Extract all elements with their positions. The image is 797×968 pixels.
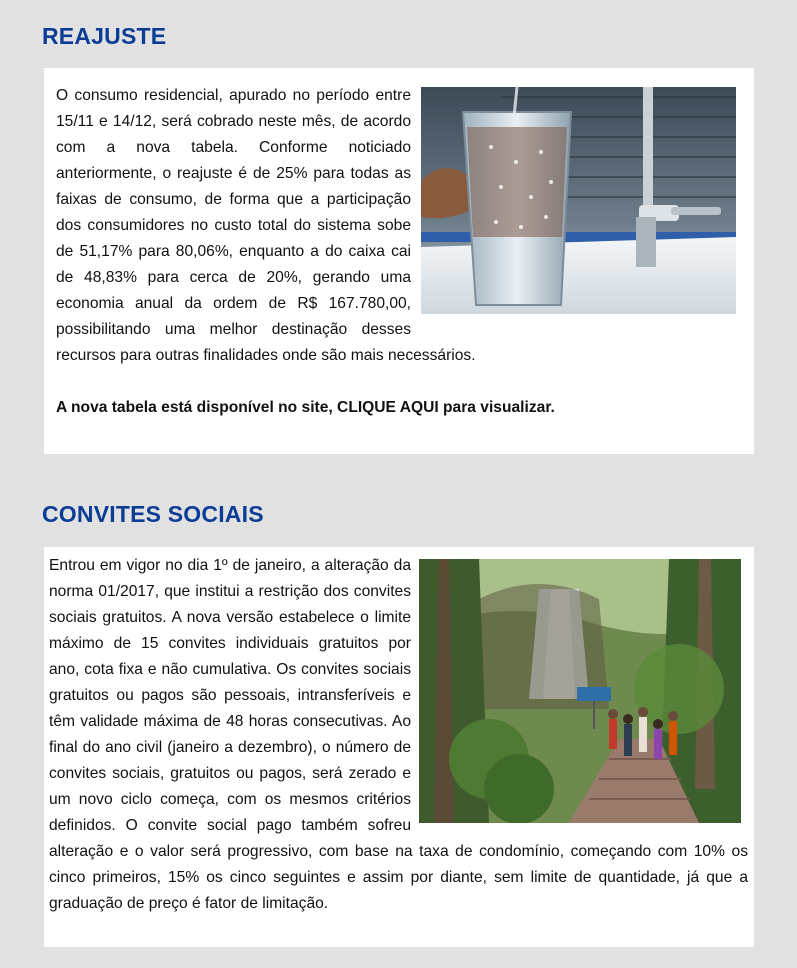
waterfall-trail-photo bbox=[419, 559, 741, 823]
card-convites-sociais bbox=[44, 547, 754, 947]
section-title-reajuste: REAJUSTE bbox=[42, 23, 167, 49]
reajuste-link-note[interactable]: A nova tabela está disponível no site, CLIQUE AQUI para visualizar. bbox=[56, 399, 555, 416]
glass-of-water-photo bbox=[421, 87, 736, 314]
card-reajuste bbox=[44, 68, 754, 454]
reajuste-paragraph: O consumo residencial, apurado no período entre 15/11 e 14/12, será cobrado neste mês, de acordo com a nova tabela. Conforme noticiado anteriormente, o reajuste é de 25% para todas as faixas de consumo, de forma que a participação dos consumidores no custo total do sistema sobe de 51,17% para 80,06%, enquanto a do caixa cai de 48,83% para cerca de 20%, gerando uma economia anual da ordem de R$ 167.780,00, possibilitando uma melhor destinação desses recursos para outras finalidades onde são mais necessários. bbox=[56, 87, 476, 364]
convites-paragraph: Entrou em vigor no dia 1º de janeiro, a alteração da norma 01/2017, que institui a restrição dos convites sociais gratuitos. A nova versão estabelece o limite máximo de 15 convites individuais gratuitos por ano, cota fixa e não cumulativa. Os convites sociais gratuitos ou pagos são pessoais, intransferíveis e têm validade máxima de 48 horas consecutivas. Ao final do ano civil (janeiro a dezembro), o número de convites sociais, gratuitos ou pagos, será zerado e um novo ciclo começa, com os mesmos critérios definidos. O convite social pago também sofreu alteração e o valor será progressivo, com base na taxa de condomínio, começando com 10% os cinco primeiros, 15% os cinco seguintes e assim por diante, sem limite de quantidade, já que a graduação de preço é fator de limitação. bbox=[49, 557, 748, 912]
section-title-convites-sociais: CONVITES SOCIAIS bbox=[42, 501, 264, 527]
